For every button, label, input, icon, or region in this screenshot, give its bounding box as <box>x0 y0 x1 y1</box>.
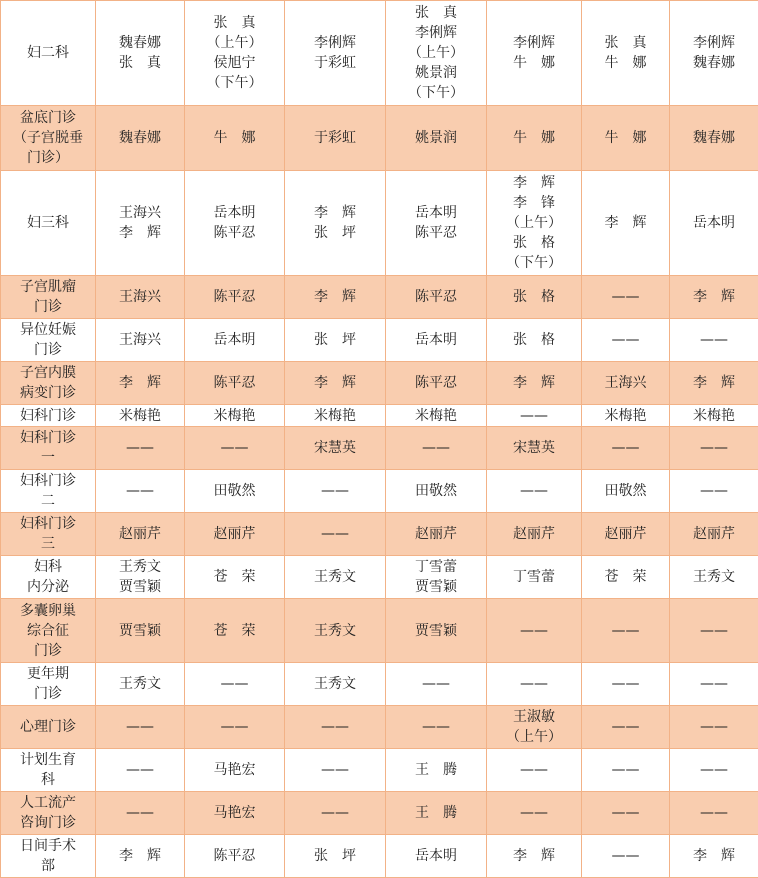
table-row <box>1 427 758 470</box>
doctor-cell: —— <box>582 835 670 878</box>
doctor-cell: 魏春娜 <box>96 106 185 171</box>
doctor-cell: —— <box>487 470 582 513</box>
doctor-cell: —— <box>386 427 487 470</box>
doctor-cell: —— <box>96 470 185 513</box>
doctor-cell: 赵丽芹 <box>487 513 582 556</box>
doctor-cell: 赵丽芹 <box>96 513 185 556</box>
doctor-cell: —— <box>487 599 582 663</box>
table-row <box>1 106 758 171</box>
doctor-cell: 贾雪颖 <box>386 599 487 663</box>
doctor-cell: 陈平忍 <box>185 276 285 319</box>
doctor-cell: 李 辉 <box>670 276 758 319</box>
doctor-cell: 王 腾 <box>386 749 487 792</box>
table-row <box>1 663 758 706</box>
doctor-cell: —— <box>96 792 185 835</box>
department-cell: 日间手术 部 <box>1 835 96 878</box>
doctor-cell: —— <box>185 706 285 749</box>
doctor-cell: —— <box>670 599 758 663</box>
department-cell: 妇科门诊 一 <box>1 427 96 470</box>
doctor-cell: 陈平忍 <box>386 362 487 405</box>
doctor-cell: 陈平忍 <box>185 362 285 405</box>
doctor-cell: 李俐辉 于彩虹 <box>285 1 386 106</box>
department-cell: 计划生育 科 <box>1 749 96 792</box>
doctor-cell: 岳本明 陈平忍 <box>185 171 285 276</box>
table-row <box>1 405 758 427</box>
doctor-cell: 赵丽芹 <box>670 513 758 556</box>
doctor-cell: 宋慧英 <box>487 427 582 470</box>
doctor-cell: 米梅艳 <box>582 405 670 427</box>
doctor-cell: 苍 荣 <box>185 599 285 663</box>
doctor-cell: 岳本明 陈平忍 <box>386 171 487 276</box>
doctor-cell: 王秀文 <box>285 663 386 706</box>
doctor-cell: —— <box>582 663 670 706</box>
department-cell: 人工流产 咨询门诊 <box>1 792 96 835</box>
doctor-cell: 张 真 （上午） 侯旭宁 （下午） <box>185 1 285 106</box>
department-cell: 子宫肌瘤 门诊 <box>1 276 96 319</box>
doctor-cell: —— <box>487 405 582 427</box>
doctor-cell: 岳本明 <box>185 319 285 362</box>
doctor-cell: 张 格 <box>487 276 582 319</box>
doctor-cell: —— <box>670 706 758 749</box>
doctor-cell: 丁雪蕾 贾雪颖 <box>386 556 487 599</box>
doctor-cell: 李 辉 <box>582 171 670 276</box>
department-cell: 心理门诊 <box>1 706 96 749</box>
doctor-cell: 米梅艳 <box>386 405 487 427</box>
doctor-cell: 岳本明 <box>386 319 487 362</box>
table-row <box>1 276 758 319</box>
doctor-cell: —— <box>96 706 185 749</box>
doctor-cell: —— <box>670 470 758 513</box>
department-cell: 子宫内膜 病变门诊 <box>1 362 96 405</box>
doctor-cell: 王海兴 <box>96 276 185 319</box>
doctor-cell: 田敬然 <box>185 470 285 513</box>
doctor-cell: 王海兴 李 辉 <box>96 171 185 276</box>
doctor-cell: 张 真 牛 娜 <box>582 1 670 106</box>
doctor-cell: —— <box>670 749 758 792</box>
doctor-cell: 陈平忍 <box>185 835 285 878</box>
doctor-cell: 田敬然 <box>582 470 670 513</box>
table-row <box>1 319 758 362</box>
doctor-cell: —— <box>285 470 386 513</box>
doctor-cell: —— <box>582 792 670 835</box>
doctor-cell: 王海兴 <box>96 319 185 362</box>
department-cell: 妇二科 <box>1 1 96 106</box>
doctor-cell: 王秀文 <box>285 599 386 663</box>
doctor-cell: 李 辉 <box>96 835 185 878</box>
doctor-cell: 王秀文 <box>96 663 185 706</box>
department-cell: 妇科门诊 二 <box>1 470 96 513</box>
doctor-cell: 王淑敏 （上午） <box>487 706 582 749</box>
doctor-cell: 魏春娜 张 真 <box>96 1 185 106</box>
doctor-cell: 牛 娜 <box>582 106 670 171</box>
doctor-cell: —— <box>285 706 386 749</box>
doctor-cell: —— <box>582 599 670 663</box>
doctor-cell: —— <box>582 427 670 470</box>
doctor-cell: —— <box>670 792 758 835</box>
doctor-cell: —— <box>96 749 185 792</box>
doctor-cell: 李 辉 李 锋 （上午） 张 格 （下午） <box>487 171 582 276</box>
department-cell: 多囊卵巢 综合征 门诊 <box>1 599 96 663</box>
doctor-cell: 李 辉 <box>285 276 386 319</box>
doctor-cell: 赵丽芹 <box>582 513 670 556</box>
doctor-cell: 李 辉 <box>96 362 185 405</box>
doctor-cell: 于彩虹 <box>285 106 386 171</box>
doctor-cell: —— <box>670 319 758 362</box>
doctor-cell: 李 辉 张 坪 <box>285 171 386 276</box>
doctor-cell: —— <box>285 792 386 835</box>
doctor-cell: 陈平忍 <box>386 276 487 319</box>
doctor-cell: 王秀文 贾雪颖 <box>96 556 185 599</box>
doctor-cell: 牛 娜 <box>185 106 285 171</box>
doctor-cell: 张 真 李俐辉 （上午） 姚景润 （下午） <box>386 1 487 106</box>
doctor-cell: —— <box>96 427 185 470</box>
doctor-cell: —— <box>185 663 285 706</box>
doctor-cell: 王海兴 <box>582 362 670 405</box>
doctor-cell: —— <box>582 276 670 319</box>
doctor-cell: 李 辉 <box>487 835 582 878</box>
doctor-cell: 王 腾 <box>386 792 487 835</box>
doctor-cell: —— <box>582 706 670 749</box>
table-row <box>1 171 758 276</box>
doctor-cell: 李 辉 <box>670 835 758 878</box>
doctor-cell: —— <box>582 749 670 792</box>
doctor-cell: 苍 荣 <box>582 556 670 599</box>
department-cell: 妇三科 <box>1 171 96 276</box>
doctor-cell: 李 辉 <box>285 362 386 405</box>
doctor-cell: —— <box>386 706 487 749</box>
doctor-cell: —— <box>487 663 582 706</box>
table-row <box>1 513 758 556</box>
doctor-cell: —— <box>670 663 758 706</box>
doctor-cell: —— <box>487 749 582 792</box>
doctor-cell: 宋慧英 <box>285 427 386 470</box>
doctor-cell: 岳本明 <box>670 171 758 276</box>
department-cell: 异位妊娠 门诊 <box>1 319 96 362</box>
department-cell: 更年期 门诊 <box>1 663 96 706</box>
doctor-cell: 赵丽芹 <box>386 513 487 556</box>
doctor-cell: 王秀文 <box>670 556 758 599</box>
table-row <box>1 835 758 878</box>
doctor-cell: 米梅艳 <box>185 405 285 427</box>
doctor-cell: —— <box>285 513 386 556</box>
table-row <box>1 599 758 663</box>
doctor-cell: 丁雪蕾 <box>487 556 582 599</box>
doctor-cell: —— <box>386 663 487 706</box>
doctor-cell: 魏春娜 <box>670 106 758 171</box>
table-row <box>1 706 758 749</box>
department-cell: 妇科门诊 <box>1 405 96 427</box>
doctor-cell: 张 坪 <box>285 835 386 878</box>
doctor-cell: 张 格 <box>487 319 582 362</box>
doctor-cell: 张 坪 <box>285 319 386 362</box>
table-row <box>1 792 758 835</box>
doctor-cell: 米梅艳 <box>670 405 758 427</box>
department-cell: 妇科 内分泌 <box>1 556 96 599</box>
schedule-body <box>1 1 758 878</box>
department-cell: 妇科门诊 三 <box>1 513 96 556</box>
doctor-cell: 李俐辉 魏春娜 <box>670 1 758 106</box>
doctor-cell: —— <box>670 427 758 470</box>
doctor-cell: —— <box>185 427 285 470</box>
doctor-cell: 贾雪颖 <box>96 599 185 663</box>
table-row <box>1 749 758 792</box>
table-row <box>1 470 758 513</box>
doctor-cell: 苍 荣 <box>185 556 285 599</box>
doctor-cell: —— <box>582 319 670 362</box>
doctor-cell: 李 辉 <box>487 362 582 405</box>
table-row <box>1 362 758 405</box>
doctor-cell: 马艳宏 <box>185 749 285 792</box>
doctor-cell: 李 辉 <box>670 362 758 405</box>
doctor-cell: 牛 娜 <box>487 106 582 171</box>
doctor-cell: 赵丽芹 <box>185 513 285 556</box>
doctor-cell: 田敬然 <box>386 470 487 513</box>
doctor-cell: —— <box>285 749 386 792</box>
doctor-cell: 马艳宏 <box>185 792 285 835</box>
doctor-cell: 米梅艳 <box>96 405 185 427</box>
table-row <box>1 1 758 106</box>
department-cell: 盆底门诊 （子宫脱垂 门诊） <box>1 106 96 171</box>
doctor-cell: 岳本明 <box>386 835 487 878</box>
doctor-cell: 李俐辉 牛 娜 <box>487 1 582 106</box>
doctor-cell: 王秀文 <box>285 556 386 599</box>
doctor-cell: —— <box>487 792 582 835</box>
doctor-cell: 姚景润 <box>386 106 487 171</box>
doctor-cell: 米梅艳 <box>285 405 386 427</box>
table-row <box>1 556 758 599</box>
